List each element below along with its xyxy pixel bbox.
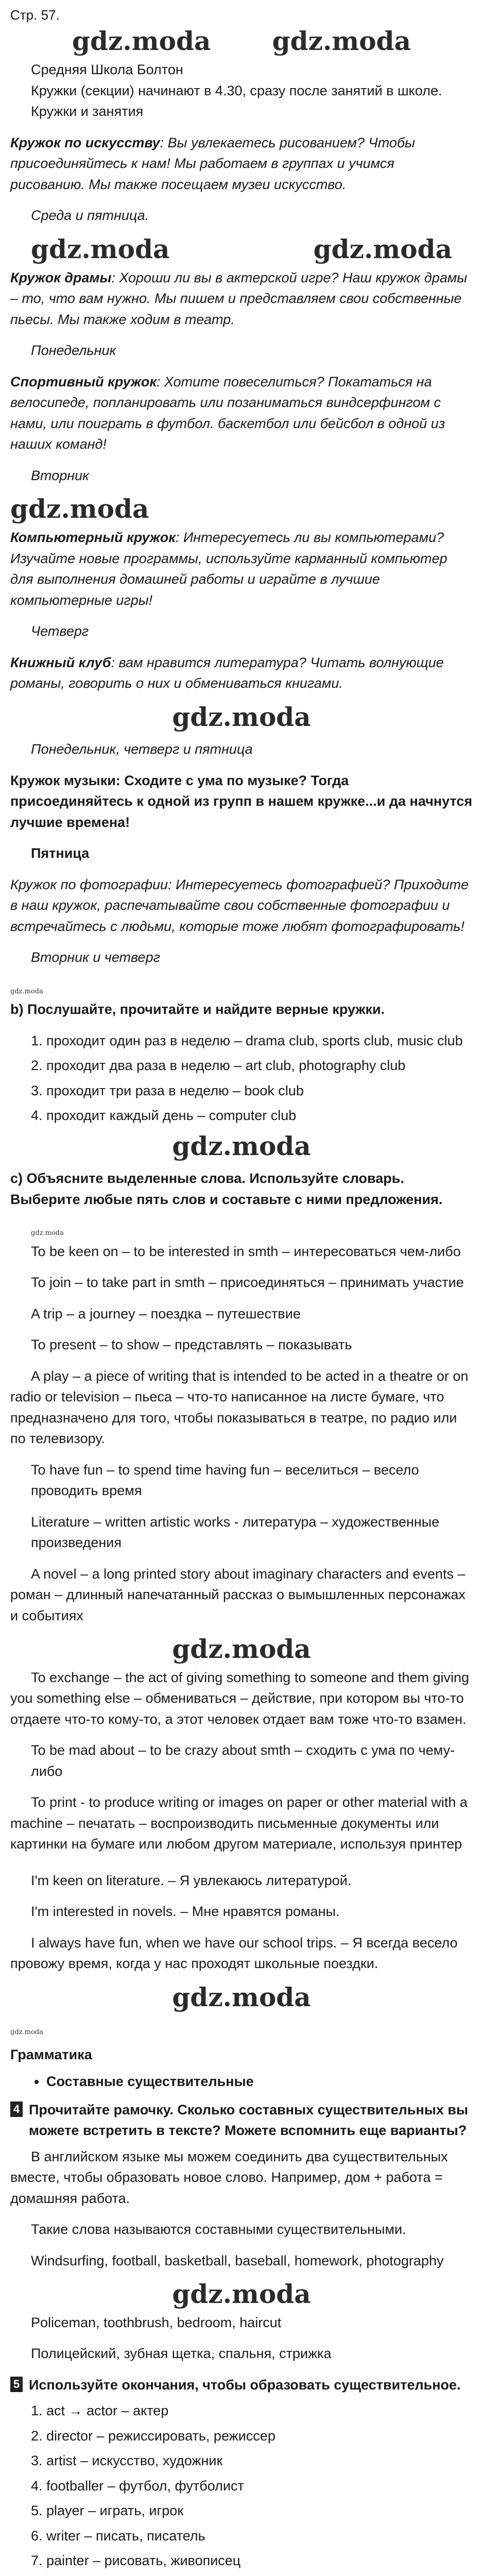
sport-club-text: : Хотите повеселиться? Покататься на велосипеде, попланировать или позаниматься виндсерфингом с нами, или поиграть в футбол. баскетбол или бейсбол в одной из наших команд!: [10, 374, 445, 452]
watermark-small: gdz.moda: [10, 987, 43, 995]
page-label: Стр. 57.: [10, 7, 60, 23]
task-4-p1: В английском языке мы можем соединить два существительных вместе, чтобы образовать новое слово. Например, дом + работа = домашняя работа.: [10, 2148, 448, 2206]
grammar-head: Грамматика: [10, 2046, 92, 2062]
part-b-head: b) Послушайте, прочитайте и найдите верные кружки.: [10, 1002, 385, 1017]
watermark: gdz.moda: [10, 494, 149, 524]
computer-club-days: Четверг: [31, 623, 89, 639]
list-item: 2. проходит два раза в неделю – art club, photography club: [46, 1055, 473, 1076]
definition: A trip – a journey – поездка – путешествие: [31, 1306, 301, 1321]
task-5: [10, 2375, 473, 2396]
list-item: 4. проходит каждый день – computer club: [46, 1105, 473, 1126]
definition: A novel – a long printed story about imaginary characters and events – роман – длинный напечатанный рассказ о вымышленных персонажах и событиях: [10, 1566, 465, 1623]
example: I'm keen on literature. – Я увлекаюсь литературой.: [31, 1872, 352, 1888]
task-5-list: [10, 2400, 473, 2576]
task-number: 4: [10, 2102, 23, 2117]
drama-club-text: : Хороши ли вы в актерской игре? Наш кружок драмы – то, что вам нужно. Мы пишем и представляем свои собственные пьесы. Мы также ходим в театр.: [10, 269, 468, 327]
definition: Literature – written artistic works - литература – художественные произведения: [31, 1514, 440, 1550]
watermark: gdz.moda: [172, 2279, 311, 2309]
grammar-bullets: [10, 2071, 473, 2092]
definition: To be mad about – to be crazy about smth – сходить с ума по чему-либо: [31, 1742, 455, 1779]
list-item: 7. painter – рисовать, живописец: [46, 2550, 473, 2571]
part-b-list: [10, 1030, 473, 1126]
music-club-days: Пятница: [31, 845, 90, 861]
task-text: Прочитайте рамочку. Сколько составных существительных вы можете встретить в тексте? Можете вспомнить еще варианты?: [29, 2102, 469, 2138]
art-club-text: : Вы увлекаетесь рисованием? Чтобы присоединяйтесь к нам! Мы работаем в группах и учимся рисованию. Мы также посещаем музеи искусство.: [10, 134, 415, 192]
example: I'm interested in novels. – Мне нравятся романы.: [31, 1904, 340, 1919]
art-club-head: Кружок по искусству: [10, 134, 160, 150]
definition: To join – to take part in smth – присоединяться – принимать участие: [31, 1275, 464, 1290]
sport-club-head: Спортивный кружок: [10, 374, 157, 389]
drama-club-days: Понедельник: [31, 343, 116, 358]
watermark-small: gdz.moda: [10, 2028, 43, 2036]
definition: To exchange – the act of giving something to someone and them giving you something else – обмениваться – действие, при котором вы что-то отдаете что-то кому-то, а этот человек отдает вам тоже что-то взамен.: [10, 1669, 470, 1727]
drama-club-head: Кружок драмы: [10, 269, 112, 285]
definition: To present – to show – представлять – показывать: [31, 1337, 352, 1352]
watermark: gdz.moda: [272, 26, 411, 56]
task-4: [10, 2099, 473, 2141]
watermark: gdz.moda: [72, 26, 211, 56]
watermark-row: [10, 28, 473, 54]
task-4-words-en2: Policeman, toothbrush, bedroom, haircut: [31, 2314, 282, 2330]
watermark: gdz.moda: [172, 701, 311, 732]
watermark-center: [10, 1130, 473, 1161]
photo-club: Кружок по фотографии: Интересуетесь фотографией? Приходите в наш кружок, распечатывайте свои собственные фотографии и встречайтесь с людьми, которые тоже любят фотографировать!: [10, 876, 469, 934]
book-club-days: Понедельник, четверг и пятница: [31, 741, 253, 757]
drama-club: [10, 267, 473, 330]
sport-club-days: Вторник: [31, 467, 89, 483]
watermark-center: [10, 701, 473, 732]
watermark-center: [10, 1636, 473, 1664]
computer-club: [10, 527, 473, 611]
book-club: [10, 652, 473, 694]
intro: [10, 59, 473, 122]
watermark: gdz.moda: [172, 1981, 311, 2012]
task-4-words-ru: Полицейский, зубная щетка, спальня, стрижка: [31, 2346, 332, 2361]
task-text: Используйте окончания, чтобы образовать существительное.: [29, 2377, 461, 2393]
list-item: 2. director – режиссировать, режиссер: [46, 2426, 473, 2447]
task-number: 5: [10, 2377, 23, 2392]
list-item: 6. writer – писать, писатель: [46, 2526, 473, 2547]
definition: To print - to produce writing or images on paper or other material with a machine – печатать – воспроизводить письменные документы или картинки на бумаге или любом другом материале, используя принтер: [10, 1794, 468, 1852]
definition: A play – a piece of writing that is intended to be acted in a theatre or on radio or television – пьеса – что-то написанное на листе бумаге, что предназначено для того, чтобы показываться в театре, по радио или по телевизору.: [10, 1368, 469, 1446]
definition: To be keen on – to be interested in smth – интересоваться чем-либо: [31, 1243, 461, 1259]
list-item: • Составные существительные: [46, 2071, 473, 2092]
music-club: Кружок музыки: Сходите с ума по музыке? Тогда присоединяйтесь к одной из групп в нашем кружке...и да начнутся лучшие времена!: [10, 772, 473, 830]
book-club-head: Книжный клуб: [10, 654, 111, 670]
list-item: 3. artist – искусство, художник: [46, 2450, 473, 2471]
list-item: 1. проходит один раз в неделю – drama club, sports club, music club: [46, 1030, 473, 1052]
watermark-center: [10, 2281, 473, 2309]
watermark-center: [10, 1981, 473, 2012]
watermark: gdz.moda: [172, 1130, 311, 1161]
list-item: 1. act → actor – актер: [46, 2400, 473, 2421]
photo-club-days: Вторник и четверг: [31, 950, 160, 965]
list-item: 5. player – играть, игрок: [46, 2500, 473, 2521]
watermark-row: [10, 233, 473, 264]
art-club: [10, 132, 473, 195]
watermark: gdz.moda: [31, 233, 170, 264]
school-name: Средняя Школа Болтон: [31, 62, 183, 77]
watermark-small: gdz.moda: [31, 1229, 64, 1237]
watermark-row: [10, 496, 473, 522]
task-4-words-en: Windsurfing, football, basketball, baseball, homework, photography: [31, 2252, 444, 2268]
watermark: gdz.moda: [313, 233, 452, 264]
list-item: 3. проходит три раза в неделю – book club: [46, 1080, 473, 1101]
clubs-label: Кружки и занятия: [31, 104, 144, 119]
computer-club-head: Компьютерный кружок: [10, 530, 176, 545]
computer-club-text: : Интересуетесь ли вы компьютерами? Изучайте новые программы, используйте карманный компьютер для выполнения домашней работы и играйте в лучшие компьютерные игры!: [10, 530, 447, 608]
art-club-days: Среда и пятница.: [31, 208, 149, 223]
intro-start: Кружки (секции) начинают в 4.30, сразу после занятий в школе.: [31, 82, 442, 98]
task-4-p2: Такие слова называются составными существительными.: [31, 2222, 406, 2237]
list-item: 4. footballer – футбол, футболист: [46, 2476, 473, 2497]
part-c-head: c) Объясните выделенные слова. Используйте словарь. Выберите любые пять слов и составьте с ними предложения.: [10, 1171, 443, 1207]
sport-club: [10, 371, 473, 455]
watermark: gdz.moda: [172, 1634, 311, 1664]
example: I always have fun, when we have our school trips. – Я всегда весело провожу время, когда у нас проходят школьные поездки.: [10, 1935, 458, 1971]
definition: To have fun – to spend time having fun – веселиться – весело проводить время: [31, 1462, 419, 1498]
book-club-text: : вам нравится литература? Читать волнующие романы, говорить о них и обмениваться книгами.: [10, 654, 444, 691]
